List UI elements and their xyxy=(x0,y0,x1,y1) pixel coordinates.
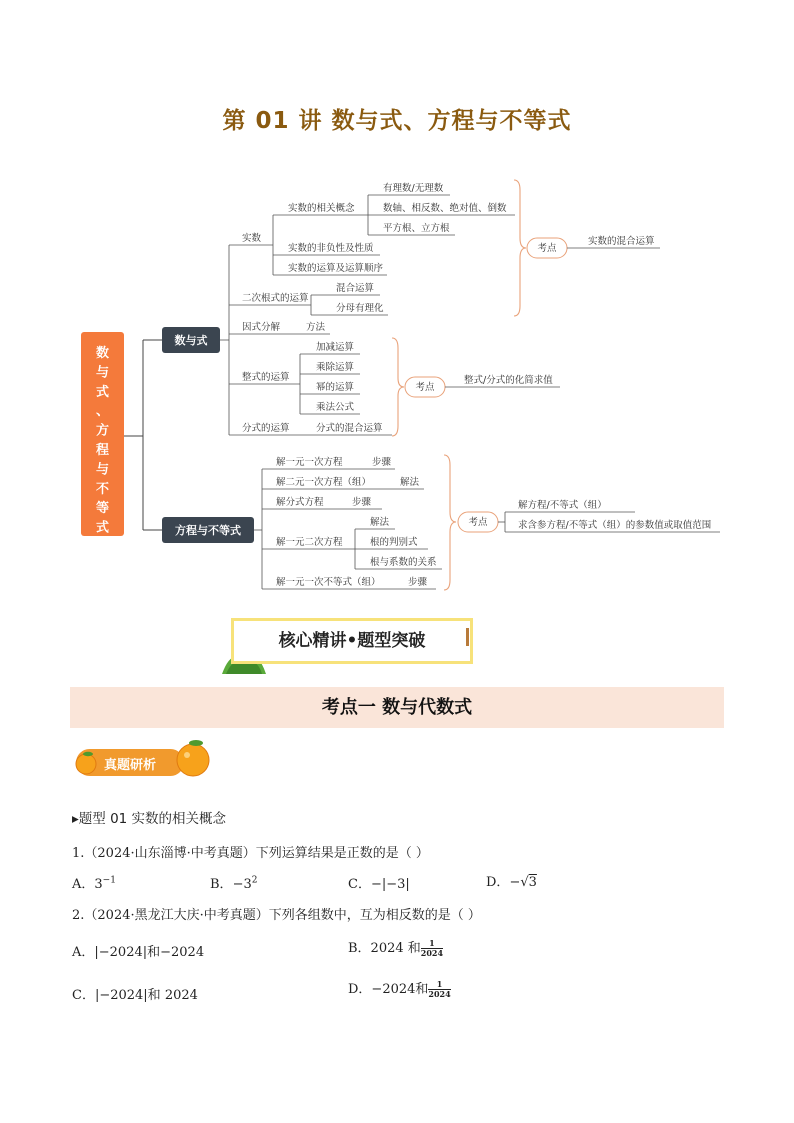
math: −|−3| xyxy=(370,877,410,892)
orange-icon xyxy=(74,751,98,775)
q1-option-a[interactable] xyxy=(72,873,116,892)
q2-option-c[interactable]: C．|−2024|和 2024 xyxy=(72,988,198,1003)
option-label: B． xyxy=(210,877,233,892)
fraction: $\frac{1}{2024}$ xyxy=(428,979,451,999)
node-jiefa: 解法 xyxy=(400,477,420,488)
node-kd3b: 求含参方程/不等式（组）的参数值或取值范围 xyxy=(518,520,712,531)
node-fenshi: 分式的运算 xyxy=(242,423,290,434)
math: $3^{-1}$ xyxy=(94,875,116,892)
root-char: 与 xyxy=(95,365,110,381)
node-xishu: 根与系数的关系 xyxy=(370,557,437,568)
node-erci: 二次根式的运算 xyxy=(242,293,309,304)
root-char: 数 xyxy=(95,346,110,361)
q1-option-b[interactable] xyxy=(210,873,257,892)
node-hunhe: 混合运算 xyxy=(336,283,375,294)
root-char: 式 xyxy=(95,384,110,400)
node-fenshi-hunhe: 分式的混合运算 xyxy=(316,423,383,434)
node-zhengshi: 整式的运算 xyxy=(242,372,290,383)
node-shishu-xiangguan: 实数的相关概念 xyxy=(288,203,355,214)
option-label: A． xyxy=(72,877,95,892)
fraction: $\frac{1}{2024}$ xyxy=(420,938,444,958)
node-jiajian: 加减运算 xyxy=(316,342,355,353)
root-char: 、 xyxy=(95,404,110,420)
node-fangfa: 方法 xyxy=(306,322,326,333)
root-char: 不 xyxy=(95,481,110,497)
q2-option-d[interactable] xyxy=(348,978,451,999)
q1-option-c[interactable] xyxy=(348,873,410,892)
badge-label: 真题研析 xyxy=(104,758,157,773)
node-buzhou: 步骤 xyxy=(408,577,428,588)
core-banner: 核心精讲•题型突破 xyxy=(231,618,473,664)
node-fenshi-fc: 解分式方程 xyxy=(276,497,324,508)
kaodian-label: 考点 xyxy=(468,517,488,528)
node-chengchu: 乘除运算 xyxy=(316,362,355,373)
node-jiefa: 解法 xyxy=(370,517,390,528)
option-text: D．−2024和 xyxy=(348,982,429,997)
node-eryuan1: 解二元一次方程（组） xyxy=(276,477,372,488)
node-youli: 有理数/无理数 xyxy=(383,183,444,194)
node-kd2: 整式/分式的化简求值 xyxy=(464,375,553,386)
orange-icon xyxy=(174,738,212,778)
root-char: 与 xyxy=(95,462,110,478)
node-shishu: 实数 xyxy=(242,233,262,244)
kaodian-label: 考点 xyxy=(415,382,435,393)
root-char: 程 xyxy=(95,443,110,458)
banner-accent xyxy=(466,628,469,646)
option-label: C． xyxy=(348,877,371,892)
node-mi: 幂的运算 xyxy=(316,382,355,393)
math: $-3^2$ xyxy=(232,875,258,892)
node-budengshi: 解一元一次不等式（组） xyxy=(276,577,381,588)
type-heading: ▸题型 01 实数的相关概念 xyxy=(72,811,227,827)
node-yinshi: 因式分解 xyxy=(242,322,281,333)
root-char: 等 xyxy=(95,501,110,517)
node-panbie: 根的判别式 xyxy=(370,537,418,548)
math: −√3 xyxy=(509,875,537,890)
root-char: 方 xyxy=(95,423,110,439)
node-kd1: 实数的混合运算 xyxy=(588,236,655,247)
page-title: 第 01 讲 数与式、方程与不等式 xyxy=(222,108,572,134)
node-buzhou: 步骤 xyxy=(352,497,372,508)
node-feifu: 实数的非负性及性质 xyxy=(288,243,374,254)
node-buzhou: 步骤 xyxy=(372,457,392,468)
section-heading: 考点一 数与代数式 xyxy=(70,687,724,728)
node-yunsuan: 实数的运算及运算顺序 xyxy=(288,263,384,274)
q1-stem: 1.（2024·山东淄博·中考真题）下列运算结果是正数的是（ ） xyxy=(72,846,429,861)
kaodian-label: 考点 xyxy=(537,243,557,254)
node-yiyuan1: 解一元一次方程 xyxy=(276,457,343,468)
node-chengfa: 乘法公式 xyxy=(316,402,355,413)
option-label: D． xyxy=(486,875,510,890)
q2-stem: 2.（2024·黑龙江大庆·中考真题）下列各组数中，互为相反数的是（ ） xyxy=(72,908,481,923)
q2-option-b[interactable] xyxy=(348,937,443,958)
node-yiyuan2: 解一元二次方程 xyxy=(276,537,343,548)
node-fenmu: 分母有理化 xyxy=(336,303,384,314)
root-char: 式 xyxy=(95,520,110,536)
node-kd3a: 解方程/不等式（组） xyxy=(518,500,607,511)
q1-option-d[interactable] xyxy=(486,871,537,890)
branch-label: 数与式 xyxy=(174,334,208,347)
option-text: B．2024 和 xyxy=(348,941,421,956)
q2-option-a[interactable]: A．|−2024|和−2024 xyxy=(72,945,205,960)
node-pingfang: 平方根、立方根 xyxy=(383,223,450,234)
branch-label: 方程与不等式 xyxy=(175,524,241,537)
node-shuzhou: 数轴、相反数、绝对值、倒数 xyxy=(383,203,507,214)
